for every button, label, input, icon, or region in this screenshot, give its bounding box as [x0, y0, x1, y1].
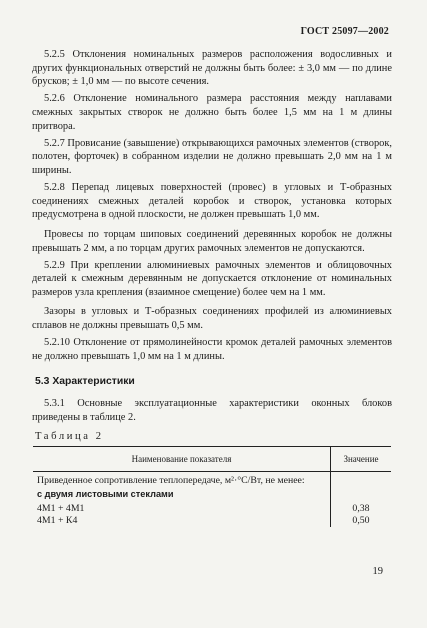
table-header-name: Наименование показателя [33, 446, 331, 471]
paragraph-5-2-9-cont: Зазоры в угловых и Т-образных соединениях профилей из алюминиевых сплавов не должны превышать 0,5 мм. [32, 306, 392, 332]
paragraph-5-2-8: 5.2.8 Перепад лицевых поверхностей (провес) в угловых и Т-образных соединениях смежных деталей коробок и створок, установка которых предусмотрена в одной плоскости, не должен превышать 1,0 мм. [32, 182, 392, 221]
paragraph-5-2-6: 5.2.6 Отклонение номинального размера расстояния между наплавами смежных закрытых створок не должно быть более 1,5 мм на 1 м длины притвора. [32, 93, 392, 132]
paragraph-5-2-10: 5.2.10 Отклонение от прямолинейности кромок деталей рамочных элементов не должно превышать 1,0 мм на 1 м длины. [32, 337, 392, 362]
table-cell-main: Приведенное сопротивление теплопередаче, м²·°С/Вт, не менее: [33, 471, 331, 487]
section-title: 5.3 Характеристики [35, 376, 135, 388]
standard-code: ГОСТ 25097—2002 [300, 26, 389, 37]
paragraph-5-2-8-cont: Провесы по торцам шиповых соединений деревянных коробок не должны превышать 2 мм, а по торцам других рамочных элементов не допускаются. [32, 228, 392, 254]
table-row [33, 503, 391, 515]
document-body [32, 48, 392, 527]
table-row [33, 471, 391, 487]
page-number: 19 [372, 566, 383, 577]
table-2 [33, 446, 391, 527]
table-cell-name: 4М1 + 4М1 [33, 503, 331, 515]
paragraph-5-2-9: 5.2.9 При креплении алюминиевых рамочных элементов и облицовочных деталей к смежным деревянным не допускается отклонение от номинальных размеров узла крепления (взаимное смещение) более чем на 1 мм. [32, 259, 392, 298]
table-caption: Таблица 2 [35, 431, 104, 443]
paragraph-5-2-7: 5.2.7 Провисание (завышение) открывающихся рамочных элементов (створок, полотен, форточек) в собранном изделии не должно превышать 2,0 мм на 1 м ширины. [32, 137, 392, 176]
paragraph-5-2-5: 5.2.5 Отклонения номинальных размеров расположения водосливных и других функциональных отверстий не должны быть более: ± 3,0 мм — по длине брусков; ± 1,0 мм — по высоте сечения. [32, 49, 392, 88]
table-cell-value: 0,50 [352, 514, 370, 526]
table-header-value: Значение [331, 446, 392, 471]
table-cell-name: 4М1 + К4 [33, 515, 331, 527]
table-cell-value: 0,38 [352, 502, 370, 514]
table-row [33, 515, 391, 527]
table-cell-sub: с двумя листовыми стеклами [33, 487, 331, 503]
table-row [33, 487, 391, 503]
paragraph-5-3-1: 5.3.1 Основные эксплуатационные характеристики оконных блоков приведены в таблице 2. [32, 398, 392, 423]
